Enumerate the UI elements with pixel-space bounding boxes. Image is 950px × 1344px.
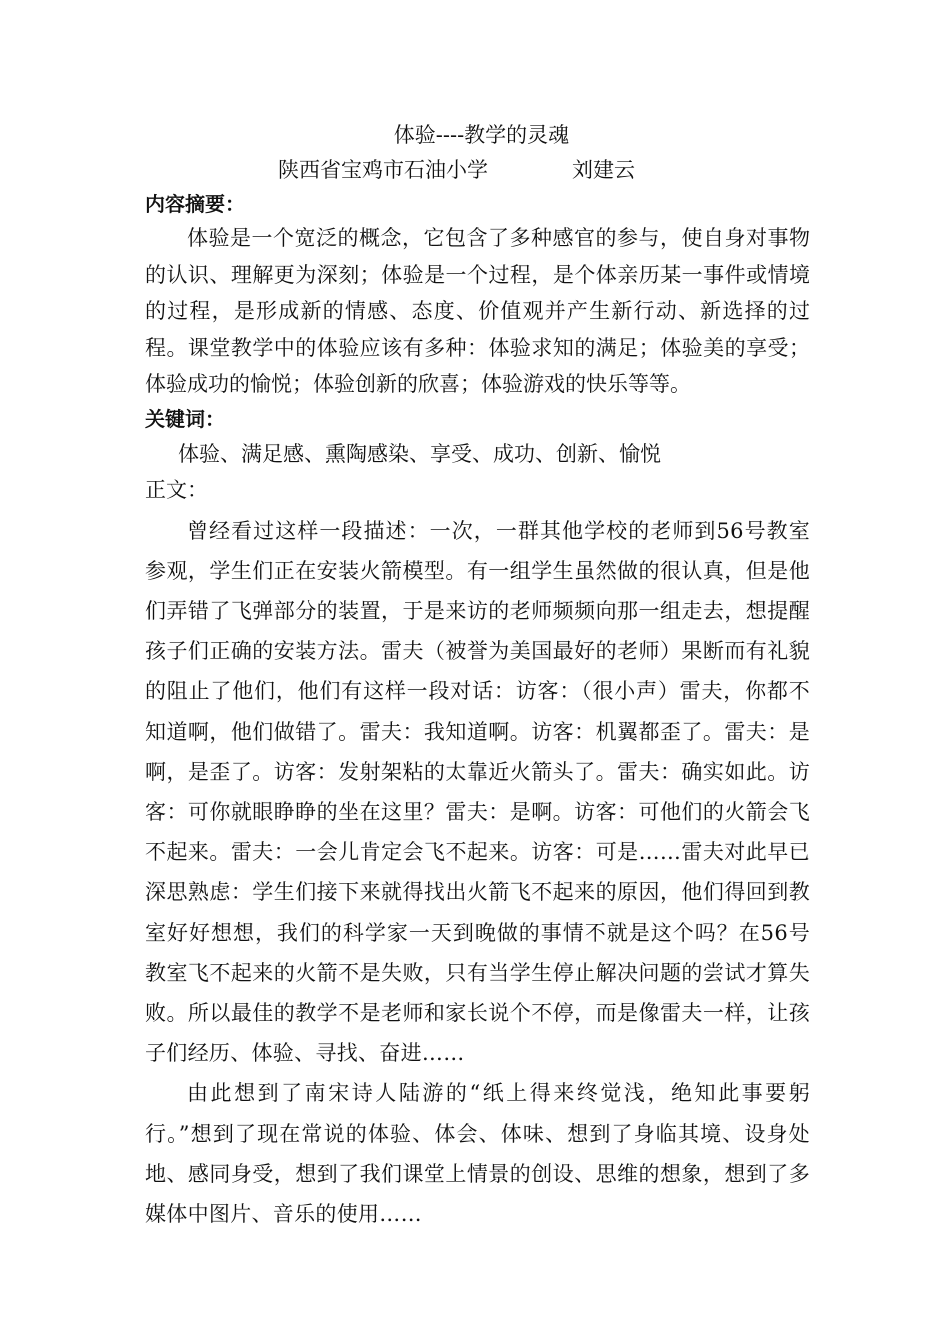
abstract-text: 体验是一个宽泛的概念，它包含了多种感官的参与，使自身对事物的认识、理解更为深刻；体验是一个过程，是个体亲历某一事件或情境的过程，是形成新的情感、态度、价值观并产生新行动、新选择的过程。课堂教学中的体验应该有多种：体验求知的满足；体验美的享受；体验成功的愉悦；体验创新的欣喜；体验游戏的快乐等等。 (145, 226, 810, 396)
affiliation: 陕西省宝鸡市石油小学 (278, 158, 488, 182)
keywords-heading: 关键词： (145, 406, 225, 431)
abstract-heading: 内容摘要： (145, 192, 245, 216)
body-paragraph-2: 由此想到了南宋诗人陆游的“纸上得来终觉浅，绝知此事要躬行。”想到了现在常说的体验、体会、体味、想到了身临其境、设身处地、感同身受，想到了我们课堂上情景的创设、思维的想象，想到了多媒体中图片、音乐的使用…… (145, 1081, 810, 1226)
byline (145, 152, 810, 188)
document-title: 体验----教学的灵魂 (393, 123, 570, 147)
author-name: 刘建云 (572, 158, 635, 182)
body-paragraph-1: 曾经看过这样一段描述：一次，一群其他学校的老师到56号教室参观，学生们正在安装火箭模型。有一组学生虽然做的很认真，但是他们弄错了飞弹部分的装置，于是来访的老师频频向那一组走去，想提醒孩子们正确的安装方法。雷夫（被誉为美国最好的老师）果断而有礼貌的阻止了他们，他们有这样一段对话：访客：（很小声）雷夫，你都不知道啊，他们做错了。雷夫：我知道啊。访客：机翼都歪了。雷夫：是啊，是歪了。访客：发射架粘的太靠近火箭头了。雷夫：确实如此。访客：可你就眼睁睁的坐在这里？雷夫：是啊。访客：可他们的火箭会飞不起来。雷夫：一会儿肯定会飞不起来。访客：可是……雷夫对此早已深思熟虑：学生们接下来就得找出火箭飞不起来的原因，他们得回到教室好好想想，我们的科学家一天到晚做的事情不就是这个吗？在56号教室飞不起来的火箭不是失败，只有当学生停止解决问题的尝试才算失败。所以最佳的教学不是老师和家长说个不停，而是像雷夫一样，让孩子们经历、体验、寻找、奋进…… (145, 518, 810, 1066)
document-page (145, 118, 810, 1234)
body-label: 正文： (145, 477, 208, 502)
keywords-text: 体验、满足感、熏陶感染、享受、成功、创新、愉悦 (178, 441, 661, 466)
